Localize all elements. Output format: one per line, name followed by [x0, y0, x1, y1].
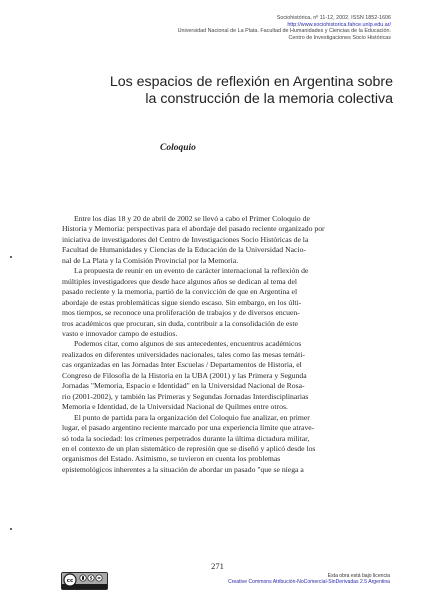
body-line: Memoria e Identidad, de la Universidad Nacional de Quilmes entre otros.: [62, 402, 288, 412]
body-line: mos tiempos, se reconoce una proliferación de trabajos y de diversos encuen-: [62, 308, 300, 318]
paragraph-2: [62, 266, 387, 339]
body-line: pasado reciente y la memoria, partió de la convicción de que en Argentina el: [62, 287, 298, 297]
paragraph-1: [62, 214, 387, 266]
body-line: epistemológicos inherentes a la situación de abordar un pasado "que se niega a: [62, 464, 304, 474]
license-notice: [170, 573, 390, 586]
svg-text:cc: cc: [66, 578, 74, 585]
header-institution: Universidad Nacional de La Plata. Facultad de Humanidades y Ciencias de la Educación.: [177, 28, 391, 35]
body-line: La propuesta de reunir en un evento de carácter internacional la reflexión de: [74, 266, 309, 276]
body-line: nal de La Plata y la Comisión Provincial por la Memoria.: [62, 255, 239, 265]
margin-mark: [10, 528, 12, 530]
body-line: Facultad de Humanidades y Ciencias de la Educación de la Universidad Nacio-: [62, 245, 306, 255]
body-line: organismos del Estado. Asimismo, se tuvieron en cuenta los problemas: [62, 454, 281, 464]
body-line: rio (2001-2002), y también las Primeras y Segundas Jornadas Interdisciplinarias: [62, 391, 309, 401]
body-line: realizados en diferentes universidades nacionales, tales como las mesas temáti-: [62, 349, 305, 359]
body-line: iniciativa de investigadores del Centro de Investigaciones Socio Históricas de la: [62, 234, 309, 244]
license-text: Esta obra está bajo licencia: [327, 573, 390, 579]
license-link[interactable]: Creative Commons Atribución-NoComercial-SinDerivadas 2.5 Argentina: [228, 579, 390, 586]
body-line: Congreso de Filosofía de la Historia en la UBA (2001) y las Primera y Segunda: [62, 370, 307, 380]
body-line: Jornadas "Memoria, Espacio e Identidad" en la Universidad Nacional de Rosa-: [62, 381, 305, 391]
margin-mark: [10, 256, 12, 258]
creative-commons-badge-icon[interactable]: [61, 572, 108, 590]
body-line: cas organizadas en las Jornadas Inter Escuelas / Departamentos de Historia, el: [62, 360, 302, 370]
header-url-link[interactable]: http://www.sociohistorica.fahce.unlp.edu.ar/: [287, 21, 391, 28]
paragraph-3: [62, 339, 387, 412]
body-line: tros académicos que procuran, sin duda, contribuir a la consolidación de este: [62, 318, 298, 328]
svg-text:$: $: [89, 575, 93, 581]
journal-header: [61, 15, 391, 42]
article-body: [62, 214, 387, 475]
body-line: El punto de partida para la organización del Coloquio fue analizar, en primer: [74, 412, 310, 422]
body-line: Podemos citar, como algunos de sus antecedentes, encuentros académicos: [74, 339, 302, 349]
title-line-1: Los espacios de reflexión en Argentina sobre: [109, 74, 393, 90]
body-line: lugar, el pasado argentino reciente marcado por una experiencia límite que atrave-: [62, 423, 315, 433]
header-center: Centro de Investigaciones Socio Históricas: [288, 35, 391, 42]
body-line: en el contexto de un plan sistemático de represión que se diseñó y aplicó desde los: [62, 443, 316, 453]
title-line-2: la construcción de la memoria colectiva: [145, 90, 393, 107]
page-number: 271: [211, 561, 224, 571]
body-line: só toda la sociedad: los crímenes perpetrados durante la última dictadura militar,: [62, 433, 310, 443]
body-line: Historia y Memoria: perspectivas para el abordaje del pasado reciente organizado por: [62, 224, 325, 234]
body-line: abordaje de estas problemáticas sigue siendo escaso. Sin embargo, en los últi-: [62, 297, 302, 307]
paragraph-4: [62, 413, 387, 476]
body-line: múltiples investigadores que desde hace algunos años se dedican al tema del: [62, 276, 298, 286]
body-line: Entre los días 18 y 20 de abril de 2002 se llevó a cabo el Primer Coloquio de: [74, 214, 310, 223]
article-title: [63, 74, 393, 107]
section-label: Coloquio: [160, 143, 196, 153]
header-citation: Sociohistórica, nº 11-12, 2002. ISSN 1852-1606: [276, 15, 391, 21]
body-line: vasto e innovador campo de estudios.: [62, 328, 178, 338]
